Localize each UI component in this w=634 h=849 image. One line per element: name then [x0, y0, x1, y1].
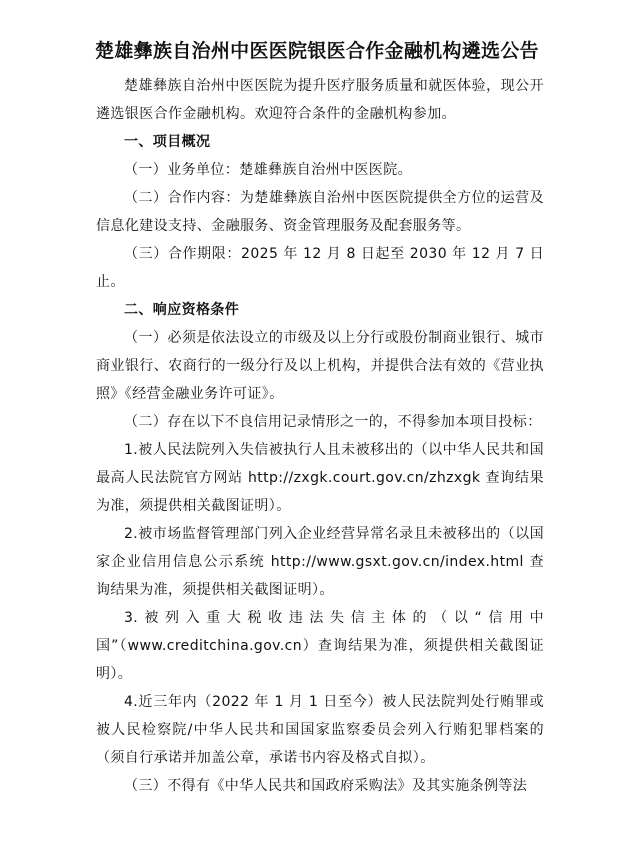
paragraph-credit-item-2: 2.被市场监督管理部门列入企业经营异常名录且未被移出的（以国家企业信用信息公示系统 http://www.gsxt.gov.cn/index.html 查询结果为准，须提供相关截图证明）。 — [96, 526, 544, 598]
paragraph-qualification-3: （三）不得有《中华人民共和国政府采购法》及其实施条例等法 — [124, 778, 528, 794]
paragraph-credit-item-3: 3.被列入重大税收违法失信主体的（以“信用中国”（www.creditchina.gov.cn）查询结果为准，须提供相关截图证明）。 — [96, 610, 544, 682]
intro-paragraph: 楚雄彝族自治州中医医院为提升医疗服务质量和就医体验，现公开遴选银医合作金融机构。欢迎符合条件的金融机构参加。 — [96, 78, 544, 122]
document-title: 楚雄彝族自治州中医医院银医合作金融机构遴选公告 — [95, 40, 539, 62]
paragraph-credit-item-1: 1.被人民法院列入失信被执行人且未被移出的（以中华人民共和国最高人民法院官方网站 http://zxgk.court.gov.cn/zhzxgk 查询结果为准，须提供相关截图证明）。 — [96, 442, 544, 514]
document-body — [96, 72, 544, 800]
paragraph-business-unit: （一）业务单位：楚雄彝族自治州中医医院。 — [124, 162, 412, 178]
paragraph-cooperation-content: （二）合作内容：为楚雄彝族自治州中医医院提供全方位的运营及信息化建设支持、金融服务、资金管理服务及配套服务等。 — [96, 190, 544, 234]
section-heading-qualification: 二、响应资格条件 — [124, 302, 240, 318]
paragraph-qualification-2: （二）存在以下不良信用记录情形之一的，不得参加本项目投标： — [124, 414, 542, 430]
section-heading-project-overview: 一、项目概况 — [124, 134, 211, 150]
paragraph-credit-item-4: 4.近三年内（2022 年 1 月 1 日至今）被人民法院判处行贿罪或被人民检察院/中华人民共和国国家监察委员会列入行贿犯罪档案的（须自行承诺并加盖公章，承诺书内容及格式自拟）。 — [96, 694, 544, 766]
paragraph-cooperation-period: （三）合作期限：2025 年 12 月 8 日起至 2030 年 12 月 7 日止。 — [96, 246, 544, 290]
paragraph-qualification-1: （一）必须是依法设立的市级及以上分行或股份制商业银行、城市商业银行、农商行的一级分行及以上机构，并提供合法有效的《营业执照》《经营金融业务许可证》。 — [96, 330, 544, 402]
